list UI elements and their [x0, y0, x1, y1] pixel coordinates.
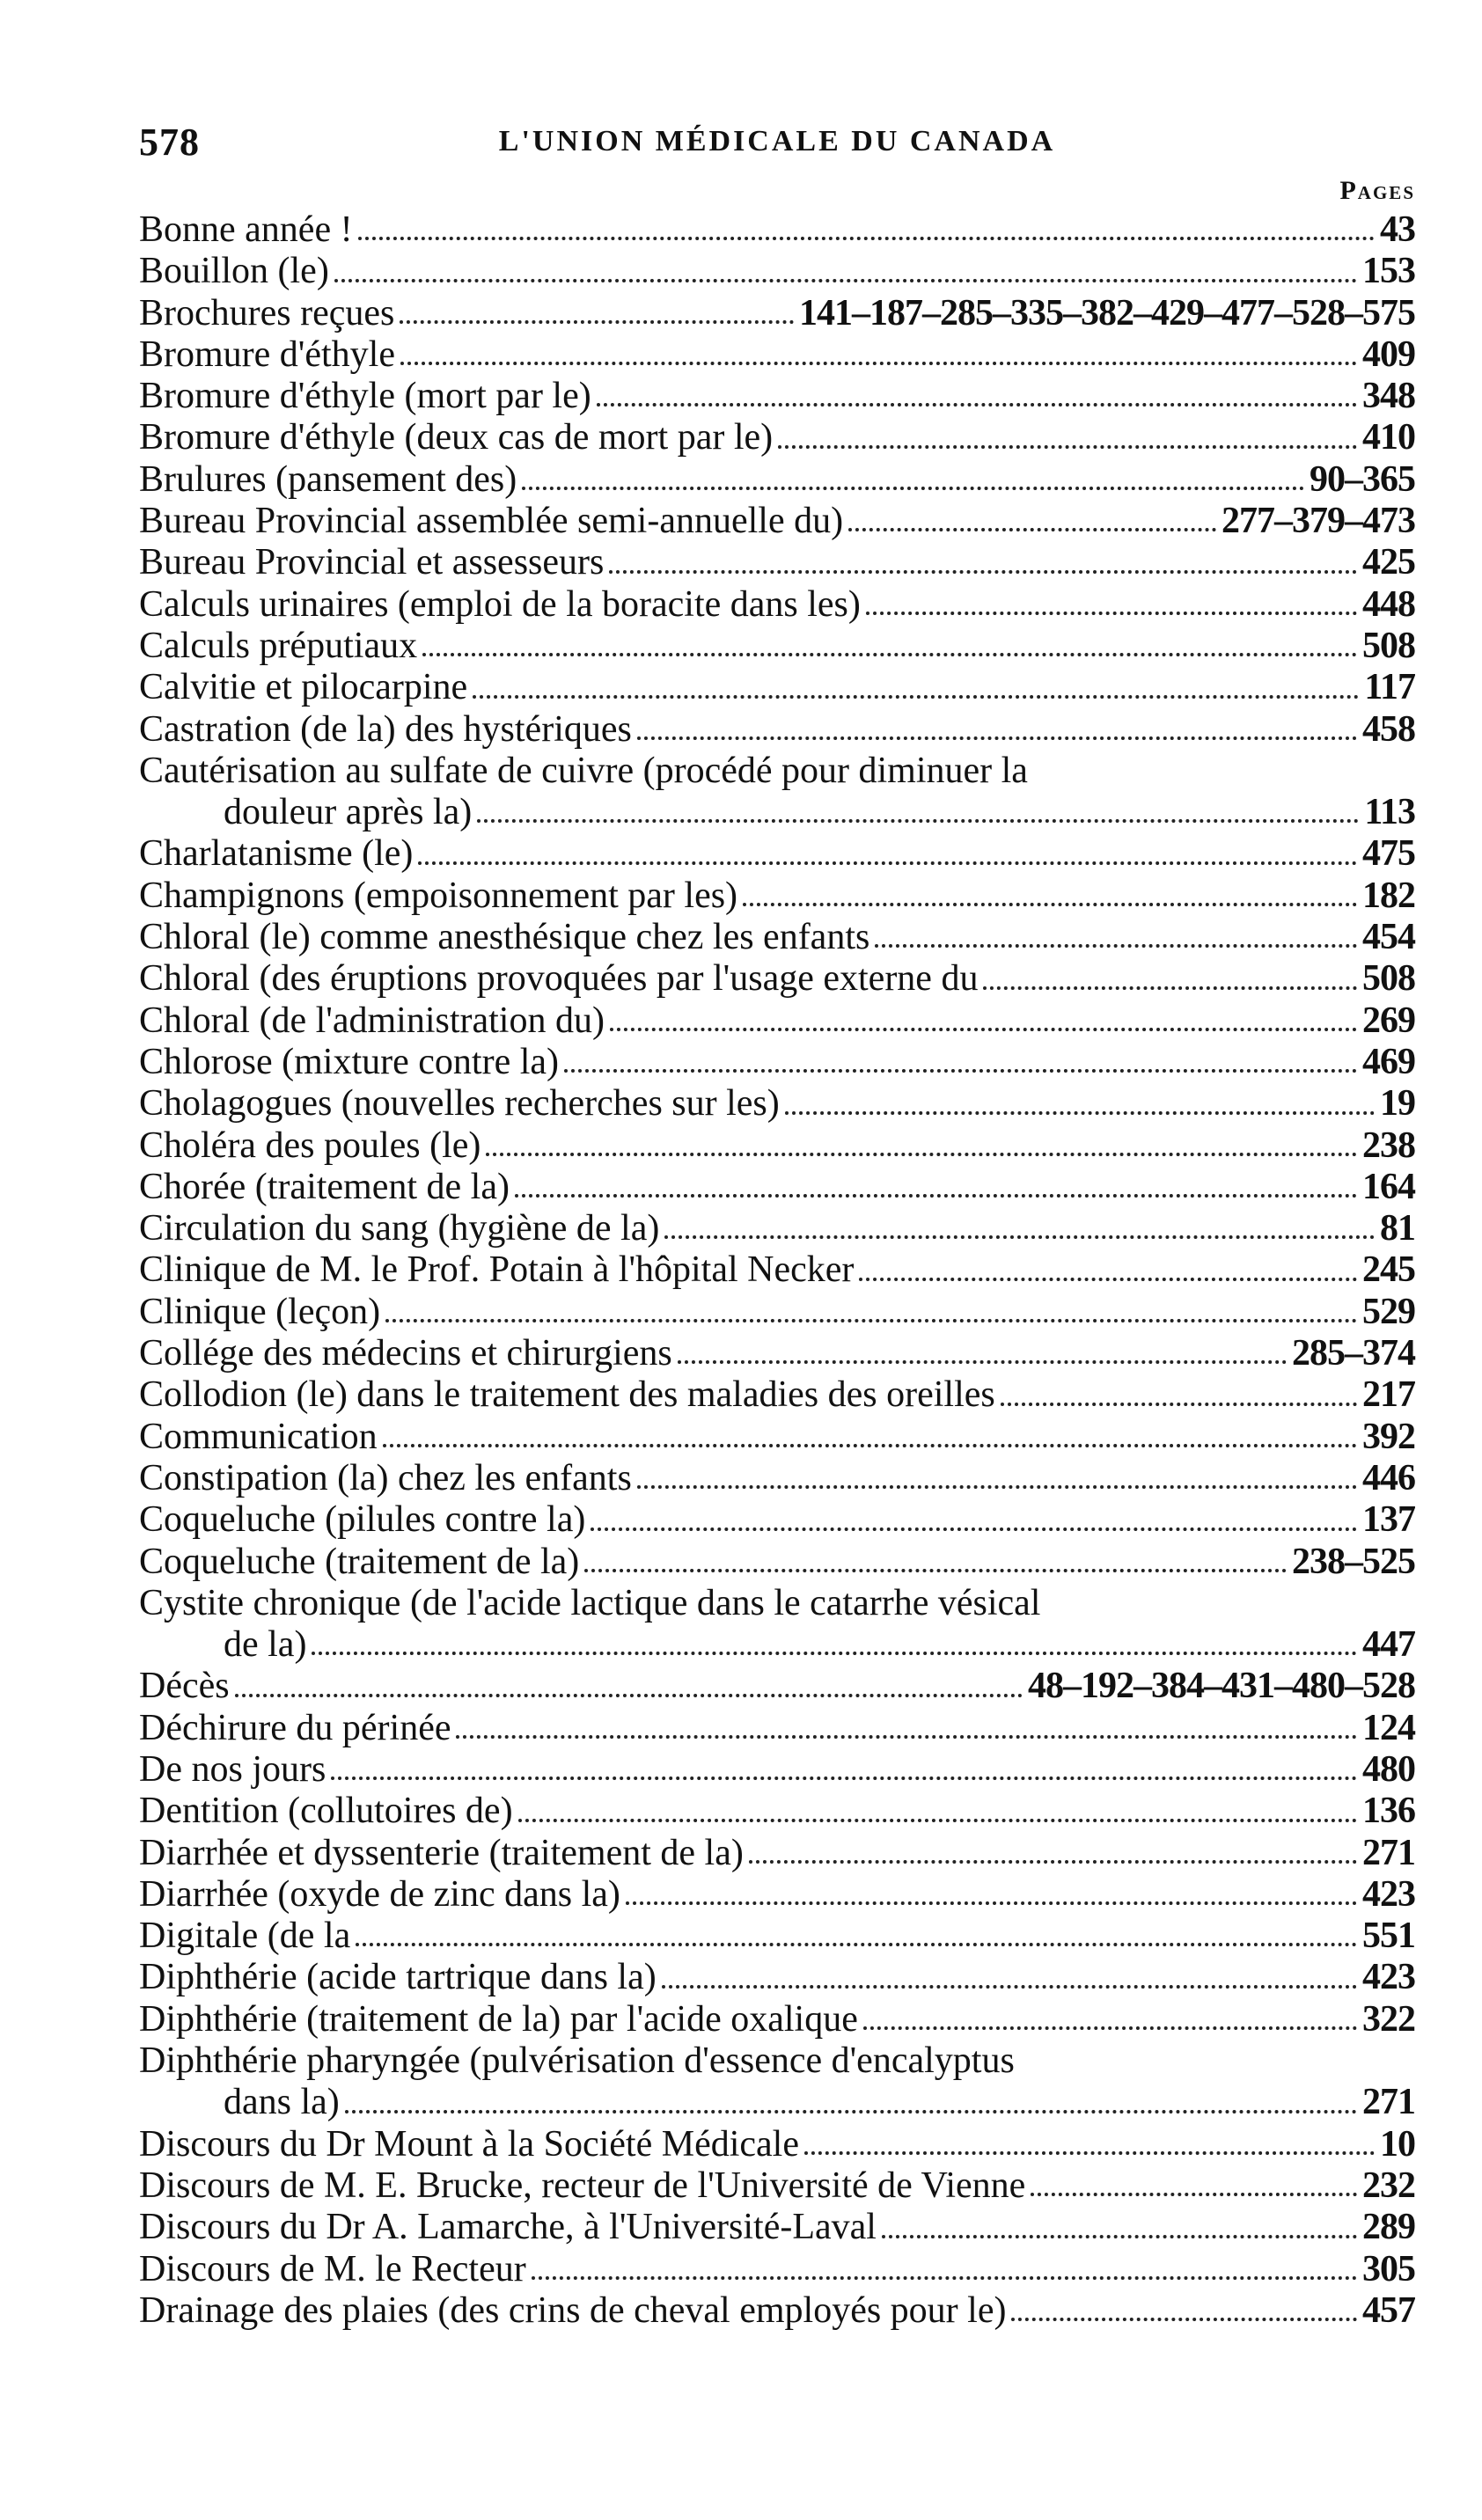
dot-leader [610, 1028, 1357, 1031]
dot-leader [859, 1278, 1357, 1281]
index-entry [139, 1083, 1415, 1124]
entry-pages: 458 [1362, 708, 1415, 750]
entry-pages: 454 [1362, 917, 1415, 958]
index-page [139, 120, 1415, 2332]
dot-leader [637, 736, 1357, 740]
entry-label: Décès [139, 1666, 230, 1707]
entry-label: Charlatanisme (le) [139, 833, 414, 875]
entry-pages: 409 [1362, 333, 1415, 375]
index-entry [139, 1957, 1415, 1998]
index-entry [139, 1417, 1415, 1458]
index-entry [139, 1791, 1415, 1832]
entry-label: Clinique de M. le Prof. Potain à l'hôpital Necker [139, 1249, 855, 1291]
index-entry [139, 1208, 1415, 1249]
index-entry [139, 209, 1415, 251]
entry-label: Cholagogues (nouvelles recherches sur les) [139, 1083, 780, 1124]
entry-pages: 271 [1362, 1832, 1415, 1873]
entry-pages: 124 [1362, 1707, 1415, 1748]
index-entry [139, 1167, 1415, 1208]
index-entry [139, 1499, 1415, 1541]
entry-pages: 475 [1362, 833, 1415, 875]
dot-leader [1011, 2318, 1357, 2321]
entry-label: Calculs urinaires (emploi de la boracite dans les) [139, 583, 861, 625]
entry-label: Clinique (leçon) [139, 1291, 381, 1332]
entry-pages: 277–379–473 [1222, 501, 1415, 542]
entry-pages: 19 [1380, 1083, 1415, 1124]
dot-leader [356, 1943, 1357, 1946]
entry-label: Brulures (pansement des) [139, 458, 517, 500]
dot-leader [400, 320, 794, 324]
entry-label: De nos jours [139, 1748, 326, 1790]
index-entry [139, 2165, 1415, 2207]
dot-leader [1001, 1403, 1357, 1406]
entry-label: Cautérisation au sulfate de cuivre (procédé pour diminuer la [139, 750, 1028, 791]
journal-title: L'UNION MÉDICALE DU CANADA [498, 125, 1056, 158]
entry-label: Constipation (la) chez les enfants [139, 1457, 632, 1498]
entry-label: Coqueluche (pilules contre la) [139, 1499, 586, 1541]
dot-leader [662, 1985, 1357, 1989]
entry-label: Discours de M. le Recteur [139, 2248, 526, 2289]
entry-label: Discours de M. E. Brucke, recteur de l'Université de Vienne [139, 2165, 1026, 2206]
dot-leader [473, 695, 1359, 699]
entry-label: Chloral (le) comme anesthésique chez les enfants [139, 917, 870, 958]
index-entry [139, 1916, 1415, 1957]
dot-leader [358, 237, 1375, 240]
index-entry [139, 626, 1415, 667]
index-entry [139, 1542, 1415, 1583]
entry-pages: 305 [1362, 2248, 1415, 2289]
entry-pages: 238–525 [1292, 1541, 1415, 1582]
dot-leader [983, 986, 1357, 990]
index-entry [139, 501, 1415, 542]
entry-label: Bromure d'éthyle [139, 333, 395, 375]
entry-label: Diphthérie pharyngée (pulvérisation d'essence d'encalyptus [139, 2040, 1015, 2082]
entry-pages: 289 [1362, 2207, 1415, 2248]
page-number: 578 [139, 121, 200, 164]
dot-leader [778, 445, 1357, 449]
index-entry [139, 1833, 1415, 1874]
index-entry [139, 459, 1415, 501]
entry-label: Choléra des poules (le) [139, 1124, 481, 1166]
dot-leader [422, 653, 1357, 656]
index-entry [139, 1000, 1415, 1042]
entry-pages: 43 [1380, 209, 1415, 250]
index-entry [139, 1292, 1415, 1333]
entry-pages: 348 [1362, 376, 1415, 417]
index-entry [139, 875, 1415, 917]
entry-pages: 136 [1362, 1791, 1415, 1832]
index-entry [139, 334, 1415, 376]
index-entry [139, 2040, 1415, 2124]
entry-pages: 182 [1362, 875, 1415, 916]
dot-leader [235, 1694, 1023, 1697]
entry-pages: 410 [1362, 417, 1415, 458]
entry-pages: 232 [1362, 2165, 1415, 2206]
entry-pages: 508 [1362, 958, 1415, 1000]
entry-label: Coqueluche (traitement de la) [139, 1541, 580, 1582]
dot-leader [564, 1069, 1357, 1073]
dot-leader [518, 1819, 1357, 1822]
index-entry [139, 1999, 1415, 2040]
entry-pages: 245 [1362, 1249, 1415, 1291]
index-entry [139, 751, 1415, 834]
entry-pages: 480 [1362, 1748, 1415, 1790]
entry-pages: 285–374 [1292, 1333, 1415, 1374]
entry-pages: 90–365 [1310, 458, 1415, 500]
entry-label: Bromure d'éthyle (mort par le) [139, 376, 591, 417]
dot-leader [785, 1111, 1375, 1115]
index-entry [139, 1125, 1415, 1167]
dot-leader [331, 1776, 1357, 1780]
entry-label: Bonne année ! [139, 209, 353, 250]
dot-leader [522, 487, 1304, 490]
entry-pages: 271 [1362, 2082, 1415, 2123]
entry-pages: 447 [1362, 1624, 1415, 1666]
index-entry [139, 1374, 1415, 1416]
dot-leader [1031, 2193, 1357, 2196]
index-entry [139, 1042, 1415, 1083]
entry-label: Collége des médecins et chirurgiens [139, 1333, 672, 1374]
dot-leader [609, 570, 1357, 574]
dot-leader [418, 861, 1357, 865]
index-entry [139, 1583, 1415, 1667]
index-entry [139, 1874, 1415, 1916]
dot-leader [385, 1319, 1357, 1322]
entry-label: Bromure d'éthyle (deux cas de mort par le) [139, 417, 774, 458]
entry-label: Déchirure du périnée [139, 1707, 451, 1748]
dot-leader [383, 1444, 1357, 1447]
entry-label: Champignons (empoisonnement par les) [139, 875, 738, 916]
index-entry [139, 2249, 1415, 2290]
entry-label: Discours du Dr A. Lamarche, à l'Université-Laval [139, 2207, 877, 2248]
dot-leader [400, 362, 1357, 365]
running-head [139, 120, 1415, 172]
entry-pages: 457 [1362, 2289, 1415, 2331]
pages-column-header: Pages [1339, 176, 1415, 205]
entry-pages: 469 [1362, 1041, 1415, 1082]
entry-pages: 392 [1362, 1416, 1415, 1457]
index-entry [139, 2207, 1415, 2248]
entry-pages: 217 [1362, 1374, 1415, 1416]
entry-pages: 10 [1380, 2123, 1415, 2165]
dot-leader [626, 1901, 1357, 1905]
entry-label-continuation: douleur après la) [224, 792, 473, 833]
entry-label: Brochures reçues [139, 292, 395, 333]
dot-leader [584, 1569, 1287, 1572]
dot-leader [882, 2235, 1357, 2238]
entry-label: Cystite chronique (de l'acide lactique dans le catarrhe vésical [139, 1582, 1041, 1623]
dot-leader [334, 279, 1357, 282]
dot-leader [875, 944, 1357, 948]
entry-label-continuation: de la) [224, 1624, 307, 1666]
index-entry [139, 917, 1415, 958]
dot-leader [591, 1527, 1357, 1531]
dot-leader [456, 1735, 1357, 1739]
dot-leader [486, 1153, 1357, 1156]
dot-leader [743, 903, 1357, 906]
entry-label: Chlorose (mixture contre la) [139, 1041, 560, 1082]
index-entry [139, 2290, 1415, 2332]
index-entry [139, 417, 1415, 458]
index-entry [139, 1666, 1415, 1707]
dot-leader [678, 1360, 1287, 1364]
entry-label: Bouillon (le) [139, 251, 329, 292]
entry-label: Calvitie et pilocarpine [139, 667, 468, 708]
dot-leader [863, 2026, 1357, 2030]
index-entry [139, 1333, 1415, 1374]
entry-pages: 141–187–285–335–382–429–477–528–575 [799, 292, 1415, 333]
entry-pages: 137 [1362, 1499, 1415, 1541]
dot-leader [532, 2276, 1357, 2280]
index-entry [139, 584, 1415, 626]
entry-pages: 269 [1362, 1000, 1415, 1041]
entry-label: Dentition (collutoires de) [139, 1791, 513, 1832]
entry-label: Calculs préputiaux [139, 625, 418, 666]
entry-label: Castration (de la) des hystériques [139, 708, 632, 750]
dot-leader [515, 1194, 1357, 1198]
entry-pages: 322 [1362, 1998, 1415, 2040]
entry-label: Communication [139, 1416, 378, 1457]
index-entry [139, 293, 1415, 334]
index-entry [139, 251, 1415, 292]
entry-label: Diarrhée et dyssenterie (traitement de la) [139, 1832, 744, 1873]
entry-pages: 153 [1362, 251, 1415, 292]
index-entry [139, 667, 1415, 708]
entry-label: Digitale (de la [139, 1916, 351, 1957]
dot-leader [848, 528, 1216, 531]
index-entry [139, 1249, 1415, 1291]
entry-label: Chorée (traitement de la) [139, 1166, 510, 1207]
entry-pages: 164 [1362, 1166, 1415, 1207]
entry-pages: 423 [1362, 1873, 1415, 1915]
entry-label: Bureau Provincial et assesseurs [139, 542, 605, 583]
index-entry [139, 833, 1415, 875]
entry-label-continuation: dans la) [224, 2082, 340, 2123]
index-entry [139, 1458, 1415, 1499]
index-entry [139, 542, 1415, 583]
entry-label: Drainage des plaies (des crins de cheval employés pour le) [139, 2289, 1007, 2331]
entry-pages: 446 [1362, 1457, 1415, 1498]
index-entry [139, 2124, 1415, 2165]
dot-leader [477, 819, 1359, 823]
entry-label: Chloral (de l'administration du) [139, 1000, 605, 1041]
entry-label: Circulation du sang (hygiène de la) [139, 1208, 660, 1249]
entry-pages: 48–192–384–431–480–528 [1028, 1666, 1415, 1707]
entry-pages: 423 [1362, 1957, 1415, 1998]
index-entry [139, 1708, 1415, 1749]
entry-label: Diphthérie (traitement de la) par l'acide oxalique [139, 1998, 858, 2040]
index-entry [139, 376, 1415, 417]
entry-label: Collodion (le) dans le traitement des maladies des oreilles [139, 1374, 995, 1416]
entry-pages: 529 [1362, 1291, 1415, 1332]
dot-leader [866, 612, 1357, 615]
index-entries [139, 209, 1415, 2332]
dot-leader [345, 2110, 1357, 2113]
dot-leader [597, 403, 1357, 407]
entry-label: Diarrhée (oxyde de zinc dans la) [139, 1873, 620, 1915]
entry-pages: 113 [1364, 792, 1415, 833]
entry-label: Discours du Dr Mount à la Société Médicale [139, 2123, 799, 2165]
entry-pages: 81 [1380, 1208, 1415, 1249]
entry-pages: 425 [1362, 542, 1415, 583]
dot-leader [804, 2151, 1375, 2155]
entry-label: Chloral (des éruptions provoquées par l'usage externe du [139, 958, 979, 1000]
entry-pages: 551 [1362, 1916, 1415, 1957]
dot-leader [637, 1485, 1357, 1489]
dot-leader [749, 1860, 1357, 1864]
entry-label: Diphthérie (acide tartrique dans la) [139, 1957, 657, 1998]
index-entry [139, 1749, 1415, 1791]
dot-leader [664, 1235, 1375, 1239]
entry-label: Bureau Provincial assemblée semi-annuelle du) [139, 501, 844, 542]
entry-pages: 508 [1362, 625, 1415, 666]
entry-pages: 238 [1362, 1124, 1415, 1166]
dot-leader [312, 1652, 1357, 1655]
index-entry [139, 709, 1415, 751]
entry-pages: 117 [1364, 667, 1415, 708]
entry-pages: 448 [1362, 583, 1415, 625]
index-entry [139, 958, 1415, 1000]
